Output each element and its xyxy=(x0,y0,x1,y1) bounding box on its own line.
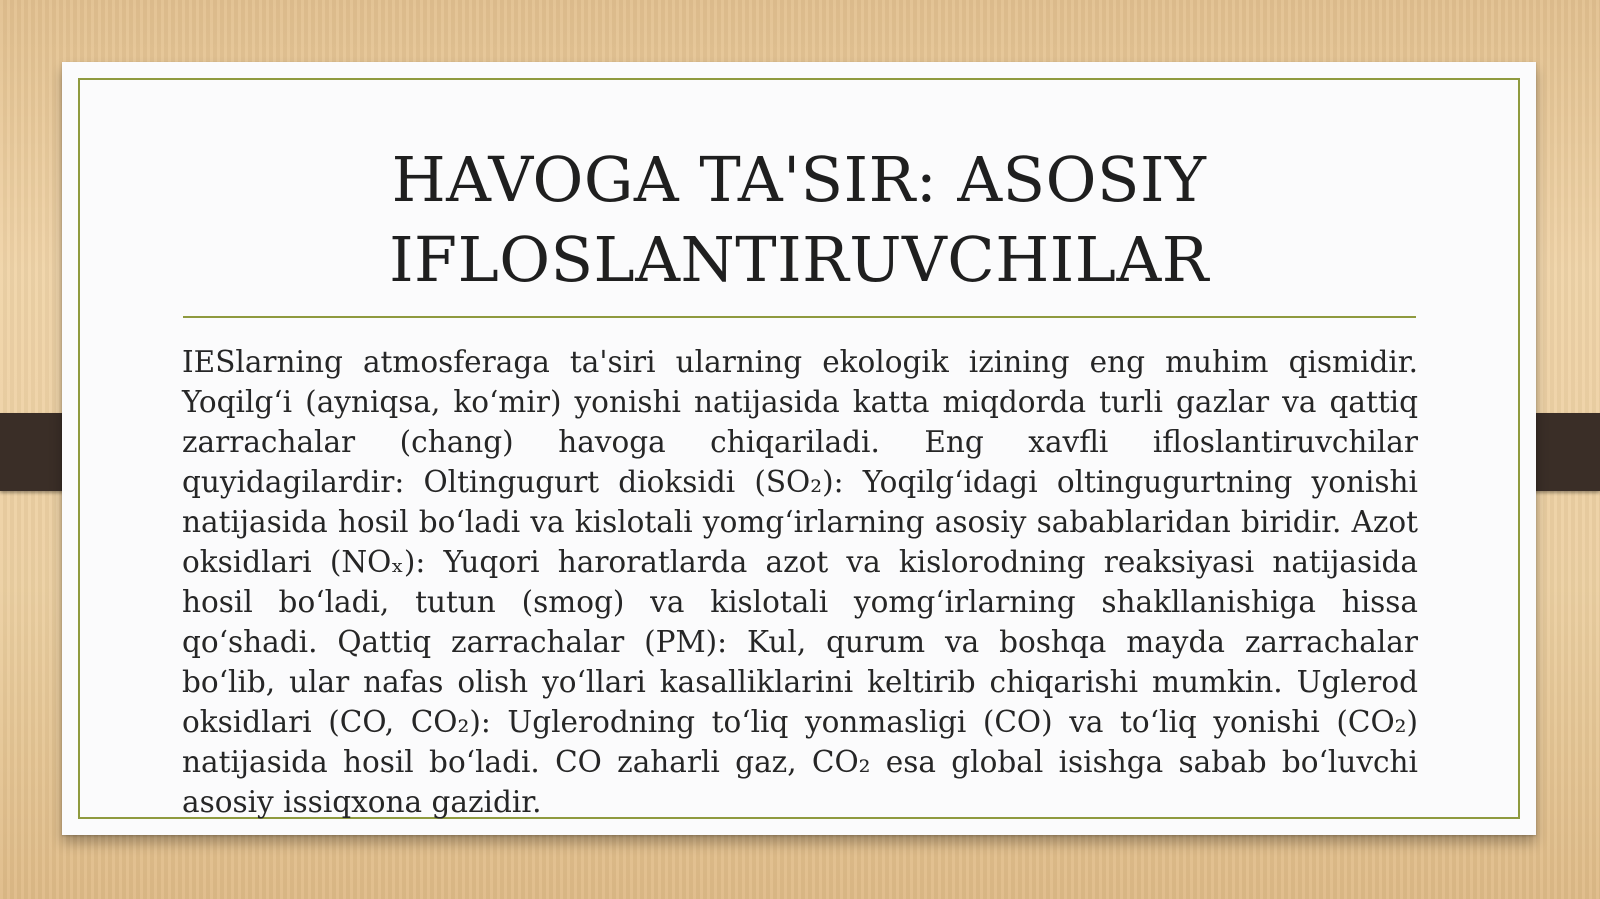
slide-title: HAVOGA TA'SIR: ASOSIY IFLOSLANTIRUVCHILAR xyxy=(389,143,1209,296)
title-divider xyxy=(183,316,1416,318)
slide-body-text: IESlarning atmosferaga ta'siri ularning ekologik izining eng muhim qismidir. Yoqilg‘i (ayniqsa, ko‘mir) yonishi natijasida katta miqdorda turli gazlar va qattiq zarrachalar (chang) havoga chiqariladi. Eng xavfli ifloslantiruvchilar quyidagilardir: Oltingugurt dioksidi (SO₂): Yoqilg‘idagi oltingugurtning yonishi natijasida hosil bo‘ladi va kislotali yomg‘irlarning asosiy sabablaridan biridir. Azot oksidlari (NOₓ): Yuqori haroratlarda azot va kislorodning reaksiyasi natijasida hosil bo‘ladi, tutun (smog) va kislotali yomg‘irlarning shakllanishiga hissa qo‘shadi. Qattiq zarrachalar (PM): Kul, qurum va boshqa mayda zarrachalar bo‘lib, ular nafas olish yo‘llari kasalliklarini keltirib chiqarishi mumkin. Uglerod oksidlari (CO, CO₂): Uglerodning to‘liq yonmasligi (CO) va to‘liq yonishi (CO₂) natijasida hosil bo‘ladi. CO zaharli gaz, CO₂ esa global isishga sabab bo‘luvchi asosiy issiqxona gazidir. xyxy=(182,345,1418,819)
